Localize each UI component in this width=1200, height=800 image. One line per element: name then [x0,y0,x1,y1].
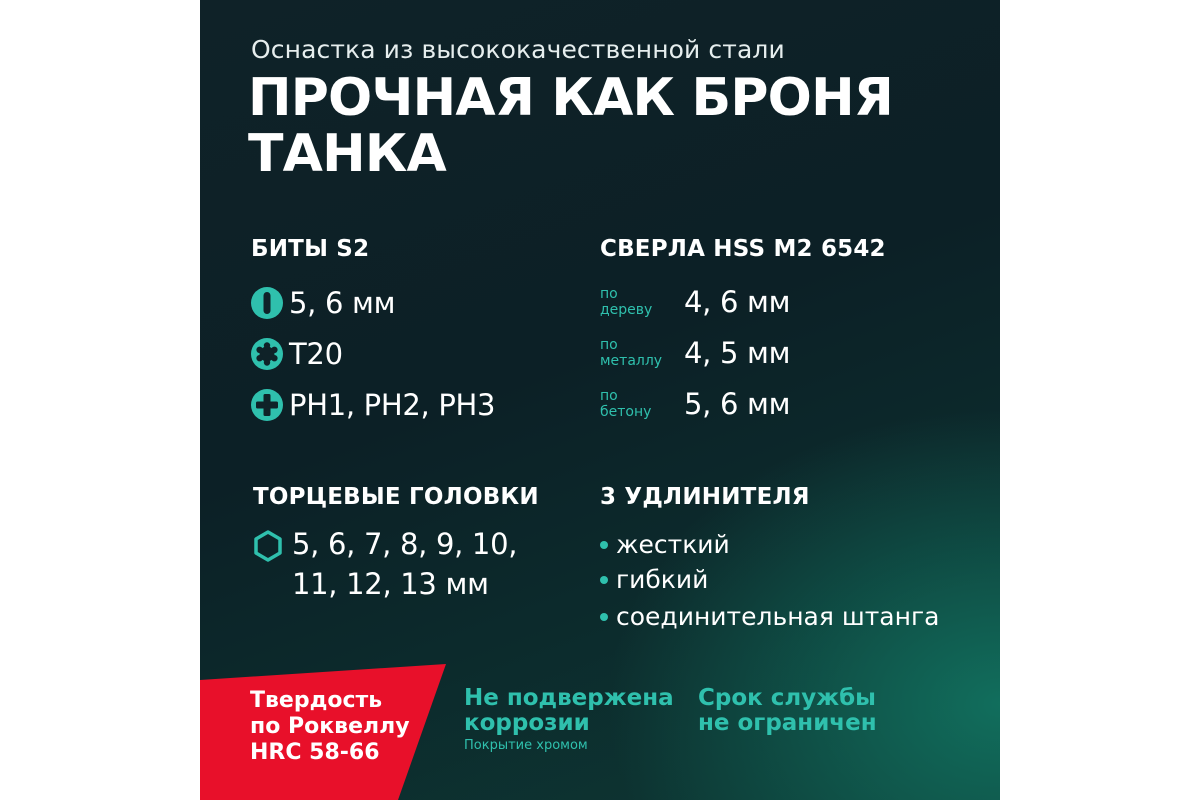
bit-item-label: T20 [289,337,343,371]
extensions-section-title: 3 УДЛИНИТЕЛЯ [600,484,810,510]
hardness-line1: Твердость [250,688,383,713]
phillips-bit-icon [251,389,283,421]
extension-item [600,602,939,631]
drill-material-prefix: по [600,388,618,404]
torx-bit-icon [251,338,283,370]
hardness-line2: по Роквеллу [250,714,410,739]
bullet-icon [600,576,608,584]
bit-item-slotted [251,283,395,323]
lifetime-line2: не ограничен [698,710,877,736]
drill-item-metal [600,331,790,375]
drill-size: 5, 6 мм [684,387,791,421]
product-infographic [200,0,1000,800]
lifetime-feature [698,686,877,736]
lifetime-line1: Срок службы [698,685,876,711]
drill-size: 4, 5 мм [684,336,791,370]
hardness-line3: HRC 58-66 [250,740,380,765]
slotted-bit-icon [251,287,283,319]
socket-sizes-line1: 5, 6, 7, 8, 9, 10, [292,527,518,561]
corrosion-feature [464,686,674,736]
bit-item-label: 5, 6 мм [289,286,396,320]
hex-socket-icon [251,529,285,563]
extension-item-label: жесткий [616,530,730,559]
socket-sizes [292,524,517,604]
corrosion-note: Покрытие хромом [464,738,588,753]
subtitle: Оснастка из высококачественной стали [251,35,785,64]
drill-material-prefix: по [600,286,618,302]
extension-item [600,530,730,559]
drill-material [600,338,684,368]
drill-material-name: металлу [600,353,663,369]
main-title-line2: ТАНКА [248,124,446,184]
bit-item-torx [251,334,343,374]
extension-item [600,565,708,594]
drill-item-concrete [600,382,790,426]
drill-material [600,287,684,317]
bit-item-label: PH1, PH2, PH3 [289,388,496,422]
bits-section-title: БИТЫ S2 [251,236,370,262]
extension-item-label: гибкий [616,565,709,594]
main-title [248,70,893,182]
drill-item-wood [600,280,790,324]
extension-item-label: соединительная штанга [616,602,940,631]
corrosion-line2: коррозии [464,710,590,736]
drill-size: 4, 6 мм [684,285,791,319]
corrosion-line1: Не подвержена [464,685,674,711]
socket-sizes-line2: 11, 12, 13 мм [292,567,489,601]
sockets-section-title: ТОРЦЕВЫЕ ГОЛОВКИ [253,484,539,510]
hardness-label [250,688,410,766]
bullet-icon [600,613,608,621]
bit-item-phillips [251,385,495,425]
drill-material-name: бетону [600,404,652,420]
drill-material-name: дереву [600,302,653,318]
drill-material [600,389,684,419]
drill-material-prefix: по [600,337,618,353]
main-title-line1: ПРОЧНАЯ КАК БРОНЯ [248,68,894,128]
bullet-icon [600,541,608,549]
drills-section-title: СВЕРЛА HSS M2 6542 [600,236,886,262]
